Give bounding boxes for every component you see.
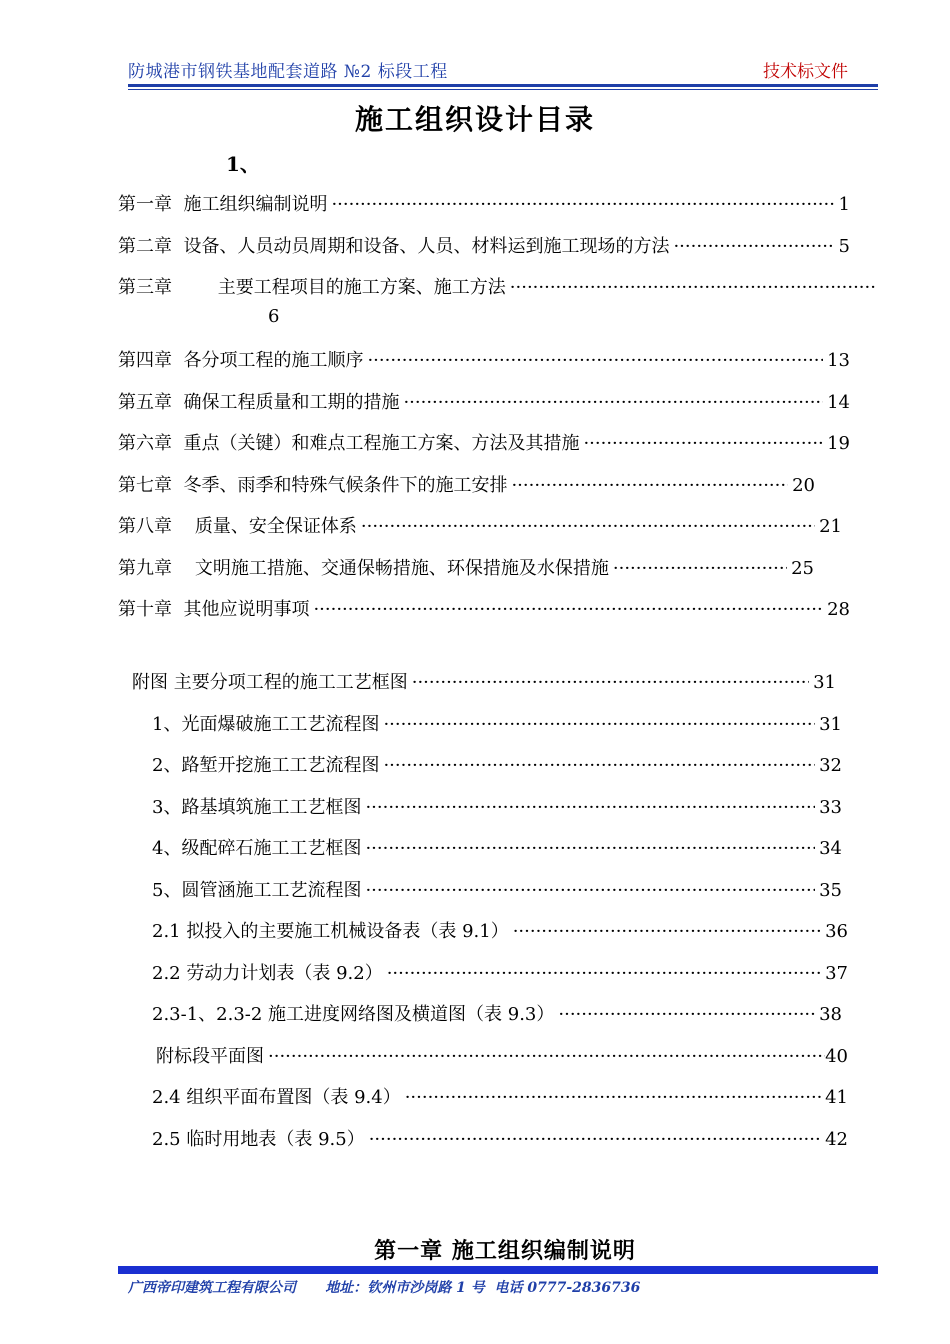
toc-entry-chapter-8[interactable]: 第八章 质量、安全保证体系 ····· 21	[118, 512, 842, 538]
toc-entry-table-2-4[interactable]: 2.4 组织平面布置图（表 9.4） ····· 41	[152, 1083, 848, 1109]
toc-entry-chapter-1[interactable]: 第一章 施工组织编制说明 ····· 1	[118, 190, 850, 216]
toc-entry-appendix-2[interactable]: 2、路堑开挖施工工艺流程图 ····· 32	[152, 751, 842, 777]
header-divider-thin	[128, 89, 878, 90]
toc-entry-chapter-4[interactable]: 第四章 各分项工程的施工顺序 ····· 13	[118, 346, 850, 372]
toc-entry-appendix[interactable]: 附图 主要分项工程的施工工艺框图 ····· 31	[132, 668, 836, 694]
toc-entry-table-2-5[interactable]: 2.5 临时用地表（表 9.5） ····· 42	[152, 1125, 848, 1151]
document-type: 技术标文件	[763, 62, 848, 82]
toc-entry-chapter-6[interactable]: 第六章 重点（关键）和难点工程施工方案、方法及其措施 ····· 19	[118, 429, 850, 455]
toc-entry-chapter-2[interactable]: 第二章 设备、人员动员周期和设备、人员、材料运到施工现场的方法 ····· 5	[118, 232, 850, 258]
toc-entry-table-2-1[interactable]: 2.1 拟投入的主要施工机械设备表（表 9.1） ····· 36	[152, 917, 848, 943]
toc-entry-appendix-3[interactable]: 3、路基填筑施工工艺框图 ····· 33	[152, 793, 842, 819]
page-title: 施工组织设计目录	[354, 103, 595, 136]
footer-divider	[118, 1266, 878, 1274]
toc-entry-chapter-10[interactable]: 第十章 其他应说明事项 ····· 28	[118, 595, 850, 621]
toc-entry-chapter-9[interactable]: 第九章 文明施工措施、交通保畅措施、环保措施及水保措施 ····· 25	[118, 554, 814, 580]
section-number: 1、	[226, 152, 260, 176]
toc-entry-appendix-4[interactable]: 4、级配碎石施工工艺框图 ····· 34	[152, 834, 842, 860]
toc-entry-chapter-7[interactable]: 第七章 冬季、雨季和特殊气候条件下的施工安排 ····· 20	[118, 471, 815, 497]
toc-entry-table-2-3[interactable]: 2.3-1、2.3-2 施工进度网络图及横道图（表 9.3） ····· 38	[152, 1000, 842, 1026]
toc-entry-chapter-3-page: 6	[268, 306, 280, 327]
next-chapter-title: 第一章 施工组织编制说明	[374, 1239, 636, 1264]
toc-entry-appendix-1[interactable]: 1、光面爆破施工工艺流程图 ····· 31	[152, 710, 842, 736]
header-divider	[128, 84, 878, 87]
project-name: 防城港市钢铁基地配套道路 №2 标段工程	[128, 62, 448, 82]
company-footer: 广西帝印建筑工程有限公司 地址：钦州市沙岗路 1 号 电话 0777-2836736	[128, 1280, 641, 1296]
toc-entry-chapter-3[interactable]: 第三章 主要工程项目的施工方案、施工方法 ·····	[118, 273, 875, 299]
toc-entry-chapter-5[interactable]: 第五章 确保工程质量和工期的措施 ····· 14	[118, 388, 850, 414]
page-header	[128, 57, 878, 83]
toc-entry-appendix-5[interactable]: 5、圆管涵施工工艺流程图 ····· 35	[152, 876, 842, 902]
toc-entry-table-2-2[interactable]: 2.2 劳动力计划表（表 9.2） ····· 37	[152, 959, 848, 985]
toc-entry-section-plan[interactable]: 附标段平面图 ····· 40	[156, 1042, 848, 1068]
